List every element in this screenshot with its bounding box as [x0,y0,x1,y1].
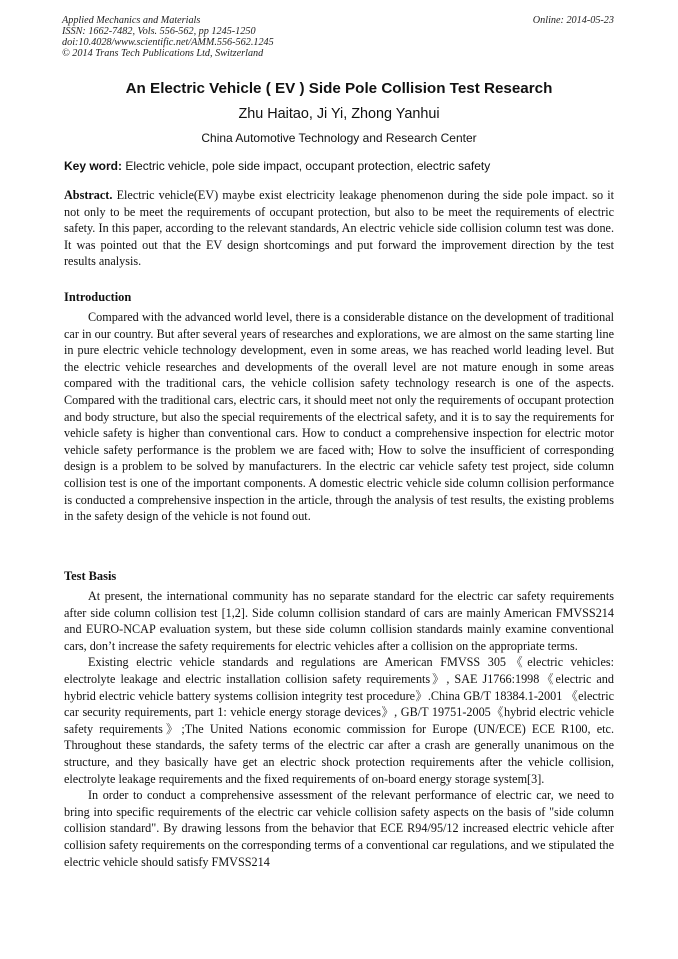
abstract-text: Electric vehicle(EV) maybe exist electricity leakage phenomenon during the side pole impact. so it not only to be meet the requirements of occupant protection, but also to be meet the requirements of electric safety. In this paper, according to the relevant standards, An electric vehicle side collision column test was done. It was pointed out that the EV design shortcomings and put forward the improvement direction by the test results analysis. [64,188,614,269]
journal-meta [62,15,274,59]
journal-name: Applied Mechanics and Materials [62,15,201,26]
abstract [64,187,614,270]
online-date: Online: 2014-05-23 [532,15,614,26]
test-basis-paragraph-2: Existing electric vehicle standards and regulations are American FMVSS 305《electric vehicles: electrolyte leakage and electric installation collision safety requirements》, SAE J1766:1998《electric and hybrid electric vehicle battery systems collision integrity test procedure》.China GB/T 18384.1-2001 《electric car security requirements, part 1: vehicle energy storage devices》, GB/T 19751-2005《hybrid electric vehicle safety requirements》;The United Nations economic commission for Europe (UN/ECE) ECE R100, etc. Throughout these standards, the safety terms of the electric car after a crash are generally unanimous on the structure, and they basically have get an electric shock protection requirements after the vehicle collision, electrolyte leakage requirements and the fixed requirements of on-board energy storage system[3]. [64,655,614,786]
author-list: Zhu Haitao, Ji Yi, Zhong Yanhui [238,106,440,122]
keywords-text: Electric vehicle, pole side impact, occupant protection, electric safety [125,159,491,173]
doi-line: doi:10.4028/www.scientific.net/AMM.556-562.1245 [62,37,274,48]
section-heading-test-basis: Test Basis [64,569,117,583]
keywords-label: Key word: [64,159,123,173]
test-basis-paragraph-1: At present, the international community has no separate standard for the electric car safety requirements after side column collision test [1,2]. Side column collision standard of cars are mainly American FMVSS214 and EURO-NCAP evaluation system, but these side column collision standards mainly examine conventional cars, don’t increase the safety requirements for electric vehicles after a collision on the appropriate terms. [64,589,614,653]
issn-line: ISSN: 1662-7482, Vols. 556-562, pp 1245-1250 [62,26,256,37]
test-basis-paragraph-3: In order to conduct a comprehensive assessment of the relevant performance of electric car, we need to bring into specific requirements of the electric car vehicle collision safety aspects on the basis of "side column collision standard". By drawing lessons from the behavior that ECE R94/95/12 increased electric vehicle after collision safety requirements on the corresponding terms of a conventional car regulations, and we stipulated the electric vehicle should satisfy FMVSS214 [64,788,614,869]
test-basis-body [64,588,614,870]
introduction-body [64,309,614,525]
affiliation: China Automotive Technology and Research Center [201,131,477,145]
copyright-line: © 2014 Trans Tech Publications Ltd, Switzerland [62,48,264,59]
introduction-paragraph: Compared with the advanced world level, there is a considerable distance on the development of traditional car in our country. But after several years of researches and explorations, we are almost on the same starting line in pure electric vehicle technology development, even in some areas, we has reached world leading level. But the electric vehicle researches and developments of the overall level are not mature enough in some areas compared with the traditional cars, the vehicle collision safety technology research is one of the aspects. Compared with the traditional cars, electric cars, it should meet not only the requirements of occupant protection and body structure, but also the special requirements of the electrical safety, and it is to say the requirements for vehicle safety is higher than conventional cars. How to conduct a comprehensive inspection for electric motor vehicle safety performance is the problem we are faced with; How to solve the insufficient of corresponding design is a problem to be solved by manufacturers. In the electric car vehicle safety test project, side column collision test is one of the important components. A domestic electric vehicle side column collision performance is conducted a comprehensive inspection in the article, through the analysis of test results, the existing problems in the safety design of the vehicle is not found out. [64,310,614,524]
keywords [64,159,490,173]
paper-title: An Electric Vehicle ( EV ) Side Pole Collision Test Research [125,80,553,97]
abstract-label: Abstract. [64,188,113,202]
section-heading-introduction: Introduction [64,290,132,304]
